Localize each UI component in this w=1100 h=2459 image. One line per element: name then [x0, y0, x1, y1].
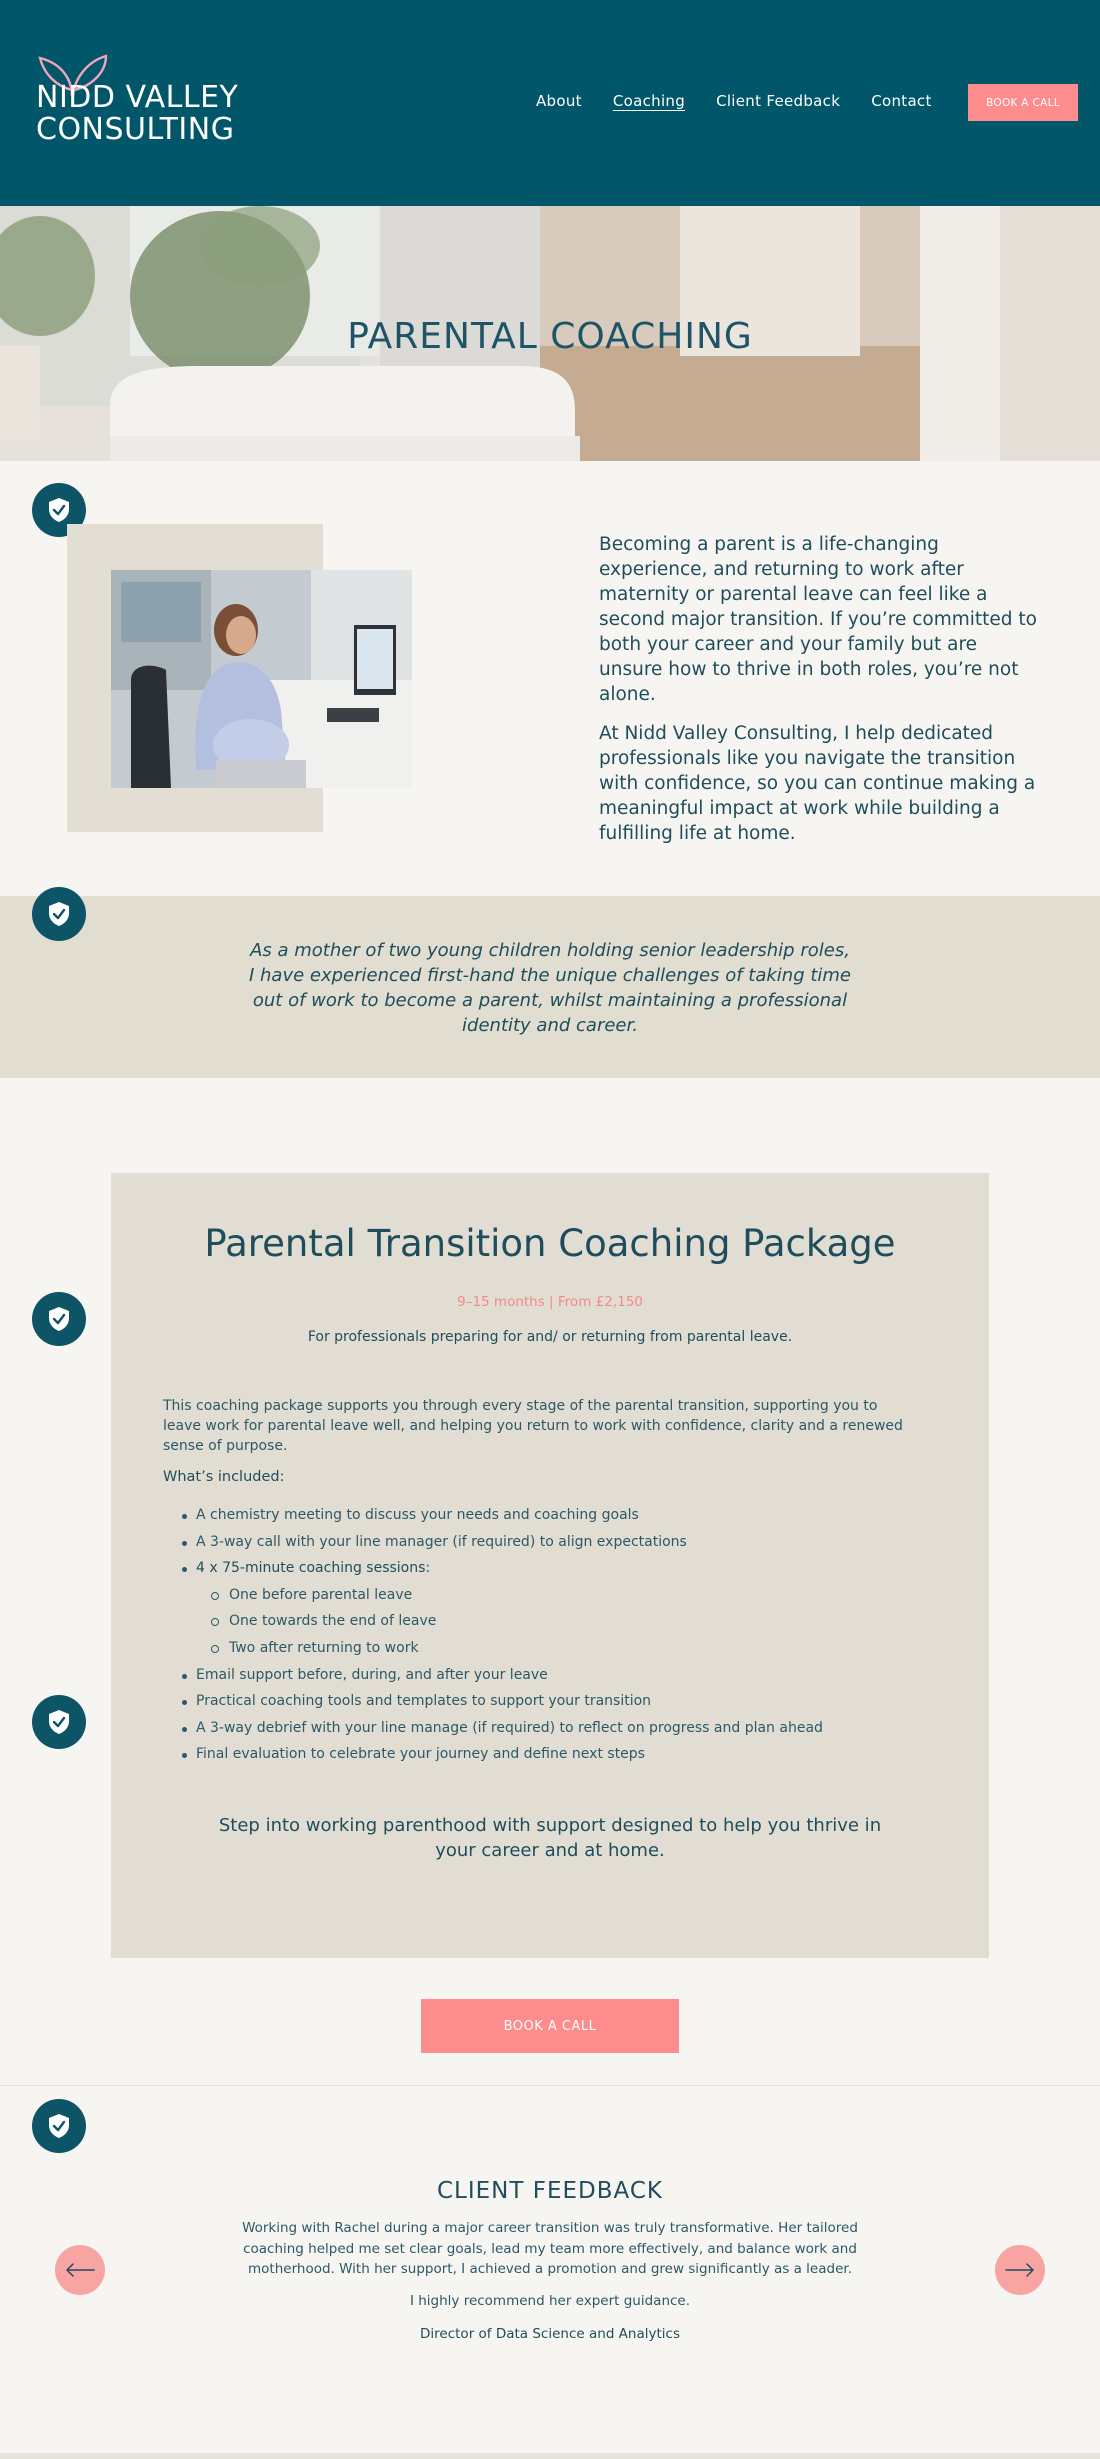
shield-check-icon	[46, 900, 72, 928]
package-price: 9–15 months | From £2,150	[457, 1294, 643, 1310]
list-item-text: One before parental leave	[229, 1586, 413, 1603]
list-item-text: Final evaluation to celebrate your journey and define next steps	[196, 1746, 645, 1763]
logo-line-2: CONSULTING	[36, 112, 235, 147]
list-item	[196, 1529, 916, 1556]
footer-edge	[0, 2453, 1100, 2459]
prev-testimonial-button[interactable]	[55, 2245, 105, 2295]
nav-client-feedback[interactable]: Client Feedback	[716, 92, 841, 110]
page-title: PARENTAL COACHING	[347, 316, 753, 357]
package-title: Parental Transition Coaching Package	[204, 1222, 896, 1265]
list-item-text: Practical coaching tools and templates to support your transition	[196, 1693, 652, 1710]
list-item	[196, 1502, 916, 1529]
photo-illustration	[111, 570, 412, 788]
list-item	[196, 1688, 916, 1715]
next-testimonial-button[interactable]	[995, 2245, 1045, 2295]
list-item	[196, 1715, 916, 1742]
shield-check-icon	[46, 1305, 72, 1333]
personal-quote: As a mother of two young children holding senior leadership roles, I have experienced first-hand the unique challenges of taking time out of work to become a parent, whilst maintaining a professional identity and career.	[248, 940, 852, 1036]
shield-check-badge	[32, 1292, 86, 1346]
feedback-title: CLIENT FEEDBACK	[436, 2178, 663, 2204]
nav-contact[interactable]: Contact	[871, 92, 932, 110]
testimonial-author: Director of Data Science and Analytics	[420, 2326, 680, 2342]
package-description: This coaching package supports you through every stage of the parental transition, supporting you to leave work for parental leave well, and helping you return to work with confidence, clarity and a renewed sense of purpose.	[163, 1398, 903, 1454]
testimonial-text: Working with Rachel during a major career transition was truly transformative. Her tailored coaching helped me set clear goals, lead my team more effectively, and balance work and motherhood. With her support, I achieved a promotion and grew significantly as a leader.	[242, 2220, 858, 2277]
list-item-text: Email support before, during, and after your leave	[196, 1666, 548, 1683]
included-list	[196, 1502, 916, 1768]
arrow-left-icon	[65, 2263, 95, 2277]
list-item	[196, 1662, 916, 1689]
working-mother-photo	[111, 570, 412, 788]
main-nav	[536, 92, 932, 110]
header-book-call-button[interactable]: BOOK A CALL	[968, 84, 1078, 121]
book-call-button[interactable]: BOOK A CALL	[421, 1999, 679, 2053]
shield-check-icon	[46, 1708, 72, 1736]
list-item-text: A 3-way call with your line manager (if required) to align expectations	[196, 1533, 687, 1550]
nav-about[interactable]: About	[536, 92, 582, 110]
logo-text	[36, 82, 238, 146]
shield-check-badge	[32, 1695, 86, 1749]
shield-check-badge	[32, 2099, 86, 2153]
list-item-text: A 3-way debrief with your line manage (if required) to reflect on progress and plan ahead	[196, 1719, 823, 1736]
package-subtitle: For professionals preparing for and/ or returning from parental leave.	[307, 1329, 793, 1345]
arrow-right-icon	[1005, 2263, 1035, 2277]
shield-check-icon	[46, 2112, 72, 2140]
testimonial-recommendation: I highly recommend her expert guidance.	[409, 2293, 691, 2309]
list-item-text: One towards the end of leave	[229, 1613, 437, 1630]
hero-banner	[0, 206, 1100, 461]
intro-paragraph: At Nidd Valley Consulting, I help dedicated professionals like you navigate the transition with confidence, so you can continue making a meaningful impact at work while building a fulfilling life at home.	[599, 723, 1036, 844]
list-item-text: Two after returning to work	[229, 1639, 419, 1656]
list-item-text: A chemistry meeting to discuss your needs and coaching goals	[196, 1507, 639, 1523]
included-heading: What’s included:	[163, 1469, 285, 1485]
logo-line-1: NIDD VALLEY	[36, 80, 239, 115]
section-divider	[0, 2085, 1100, 2086]
intro-text	[599, 532, 1039, 860]
nav-coaching[interactable]: Coaching	[612, 92, 686, 110]
intro-paragraph: Becoming a parent is a life-changing experience, and returning to work after maternity or parental leave can feel like a second major transition. If you’re committed to both your career and your family but are unsure how to thrive in both roles, you’re not alone.	[599, 534, 1038, 705]
list-item	[196, 1741, 916, 1768]
shield-check-icon	[46, 496, 72, 524]
site-header	[0, 0, 1100, 206]
sub-list-item	[196, 1608, 916, 1635]
sub-list-item	[196, 1635, 916, 1662]
list-item-bold: 4 x 75-minute coaching sessions	[196, 1560, 426, 1577]
shield-check-badge	[32, 887, 86, 941]
package-closing: Step into working parenthood with support designed to help you thrive in your career and at home.	[218, 1815, 882, 1861]
list-item	[196, 1555, 916, 1582]
logo[interactable]	[34, 52, 264, 152]
list-item-text: :	[425, 1560, 431, 1577]
sub-list-item	[196, 1582, 916, 1609]
